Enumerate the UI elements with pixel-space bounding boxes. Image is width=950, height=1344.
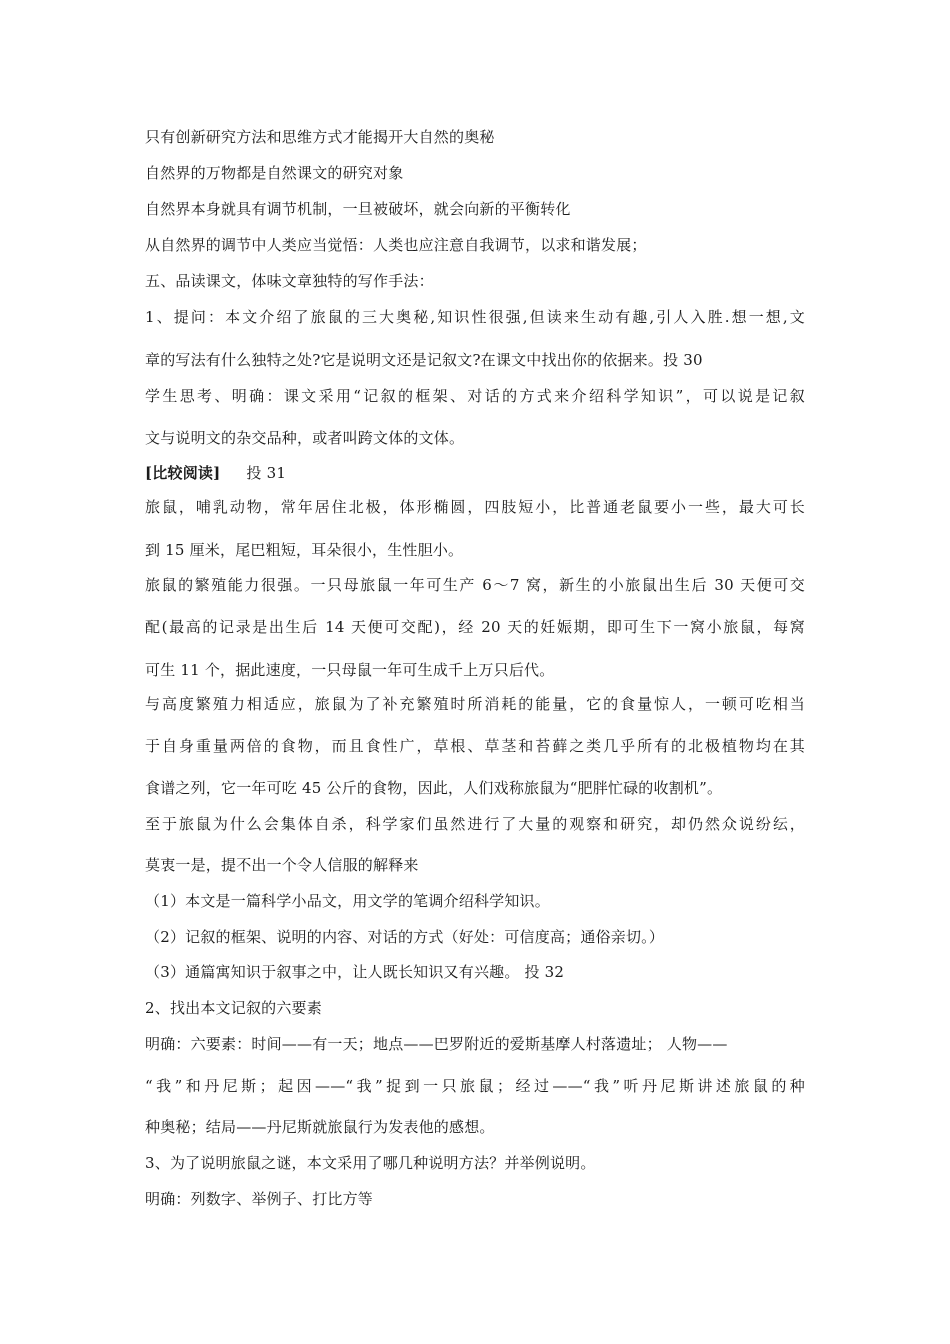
- text-line: 与高度繁殖力相适应，旅鼠为了补充繁殖时所消耗的能量，它的食量惊人，一顿可吃相当: [145, 695, 805, 713]
- text-line: （2）记叙的框架、说明的内容、对话的方式（好处：可信度高；通俗亲切。）: [145, 928, 665, 946]
- text-line: 自然界本身就具有调节机制，一旦被破坏，就会向新的平衡转化: [145, 200, 571, 218]
- compare-reading-label: [比较阅读]: [145, 464, 221, 482]
- text-line: 至于旅鼠为什么会集体自杀，科学家们虽然进行了大量的观察和研究，却仍然众说纷纭，: [145, 815, 805, 833]
- text-line: 旅鼠的繁殖能力很强。一只母旅鼠一年可生产 6～7 窝，新生的小旅鼠出生后 30 天便可交: [145, 576, 805, 594]
- text-line: 3、为了说明旅鼠之谜，本文采用了哪几种说明方法？并举例说明。: [145, 1154, 596, 1172]
- text-line: “我”和丹尼斯；起因——“我”捉到一只旅鼠；经过——“我”听丹尼斯讲述旅鼠的种: [145, 1077, 805, 1095]
- text-line: 从自然界的调节中人类应当觉悟：人类也应注意自我调节，以求和谐发展；: [145, 236, 647, 254]
- text-line: 旅鼠，哺乳动物，常年居住北极，体形椭圆，四肢短小，比普通老鼠要小一些，最大可长: [145, 498, 805, 516]
- text-line: 种奥秘；结局——丹尼斯就旅鼠行为发表他的感想。: [145, 1118, 495, 1136]
- text-line: 明确：六要素：时间——有一天；地点——巴罗附近的爱斯基摩人村落遗址； 人物——: [145, 1035, 728, 1053]
- text-line: 于自身重量两倍的食物，而且食性广，草根、草茎和苔藓之类几乎所有的北极植物均在其: [145, 737, 805, 755]
- text-line: 配(最高的记录是出生后 14 天便可交配)，经 20 天的妊娠期，即可生下一窝小旅鼠，每窝: [145, 618, 805, 636]
- text-line: 可生 11 个，据此速度，一只母鼠一年可生成千上万只后代。: [145, 661, 555, 679]
- text-line: 莫衷一是，提不出一个令人信服的解释来: [145, 856, 419, 874]
- text-line: （3）通篇寓知识于叙事之中，让人既长知识又有兴趣。 投 32: [145, 963, 565, 981]
- text-line: 2、找出本文记叙的六要素: [145, 999, 322, 1017]
- text-line: 1、提问：本文介绍了旅鼠的三大奥秘,知识性很强,但读来生动有趣,引人入胜.想一想,文: [145, 308, 805, 326]
- section-heading: 五、品读课文，体味文章独特的写作手法：: [145, 272, 434, 290]
- compare-reading-note: 投 31: [246, 464, 287, 482]
- text-line: 食谱之列，它一年可吃 45 公斤的食物，因此，人们戏称旅鼠为“肥胖忙碌的收割机”。: [145, 779, 723, 797]
- text-line: 学生思考、明确：课文采用“记叙的框架、对话的方式来介绍科学知识”，可以说是记叙: [145, 387, 805, 405]
- text-line: 明确：列数字、举例子、打比方等: [145, 1190, 374, 1208]
- text-line: 章的写法有什么独特之处?它是说明文还是记叙文?在课文中找出你的依据来。投 30: [145, 351, 703, 369]
- text-line: （1）本文是一篇科学小品文，用文学的笔调介绍科学知识。: [145, 892, 550, 910]
- text-line: 到 15 厘米，尾巴粗短，耳朵很小，生性胆小。: [145, 541, 464, 559]
- text-line: 文与说明文的杂交品种，或者叫跨文体的文体。: [145, 429, 465, 447]
- text-line: 只有创新研究方法和思维方式才能揭开大自然的奥秘: [145, 128, 495, 146]
- text-line: 自然界的万物都是自然课文的研究对象: [145, 164, 404, 182]
- compare-reading-heading: [145, 463, 805, 483]
